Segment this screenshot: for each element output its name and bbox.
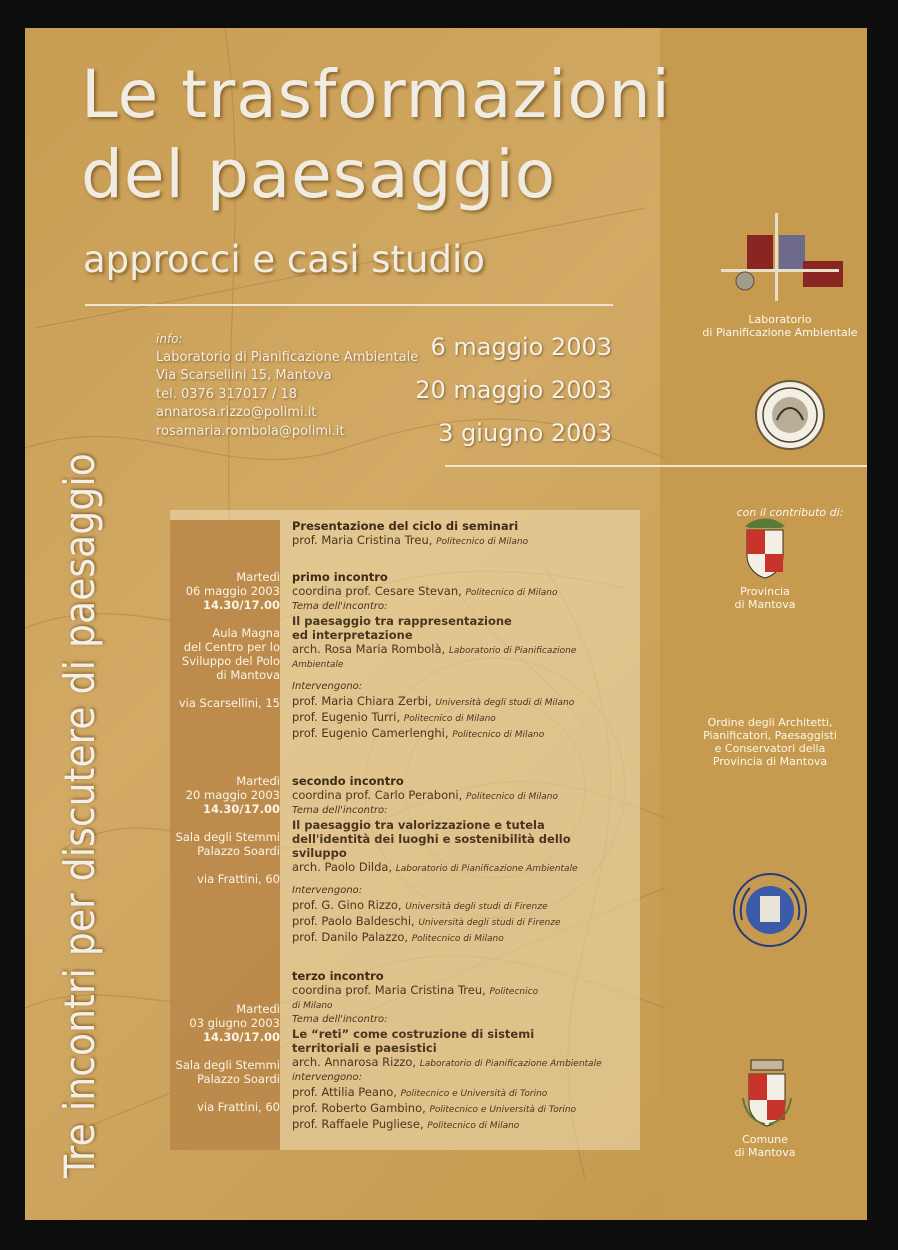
tema: ed interpretazione	[292, 628, 413, 642]
info-email[interactable]: rosamaria.rombola@polimi.it	[156, 423, 345, 439]
lpa-logo	[715, 213, 855, 303]
speaker-affil: Politecnico di Milano	[427, 1121, 520, 1131]
date-2: 20 maggio 2003	[415, 376, 612, 404]
date: 06 maggio 2003	[185, 584, 280, 598]
weekday: Martedì	[236, 570, 280, 584]
provincia-line: di Mantova	[734, 598, 796, 611]
ordine-line: Provincia di Mantova	[712, 755, 828, 768]
vertical-tagline: Tre incontri per discutere di paesaggio	[55, 453, 104, 1178]
hours: 14.30/17.00	[203, 802, 280, 816]
provincia-caption	[705, 585, 825, 611]
date: 03 giugno 2003	[189, 1016, 280, 1030]
politecnico-seal-icon	[755, 380, 825, 450]
venue: Sala degli Stemmi	[175, 1058, 280, 1072]
tema: Il paesaggio tra valorizzazione e tutela	[292, 818, 545, 832]
speaker-affil: Università degli studi di Firenze	[418, 918, 561, 928]
date-block-3	[176, 1002, 280, 1114]
comune-caption	[705, 1133, 825, 1159]
lpa-caption-line: Laboratorio	[748, 313, 812, 326]
speaker: prof. Paolo Baldeschi,	[292, 914, 415, 928]
intervengono-label: Intervengono:	[292, 681, 363, 692]
speaker: prof. Maria Chiara Zerbi,	[292, 694, 432, 708]
ordine-line: Ordine degli Architetti,	[707, 716, 833, 729]
speaker: prof. Danilo Palazzo,	[292, 930, 409, 944]
speaker: prof. Eugenio Camerlenghi,	[292, 726, 449, 740]
ordine-line: e Conservatori della	[714, 742, 826, 755]
contrib-label: con il contributo di:	[736, 506, 844, 519]
info-email[interactable]: annarosa.rizzo@polimi.it	[156, 405, 317, 420]
date-block-2	[176, 774, 280, 886]
relatore-affil: Laboratorio di Pianificazione Ambientale	[395, 864, 578, 874]
info-block	[156, 330, 418, 441]
speaker: prof. Attilia Peano,	[292, 1085, 397, 1099]
event-head: primo incontro	[292, 570, 388, 584]
relatore: arch. Paolo Dilda,	[292, 860, 393, 874]
coord-affil: Politecnico di Milano	[465, 588, 558, 598]
speaker-affil: Politecnico e Università di Torino	[400, 1089, 548, 1099]
coord: coordina prof. Maria Cristina Treu,	[292, 983, 486, 997]
ordine-caption	[680, 716, 860, 768]
fondazione-logo-icon	[728, 868, 812, 952]
event-head: terzo incontro	[292, 969, 384, 983]
comune-crest-icon	[741, 1058, 793, 1128]
lpa-caption	[690, 313, 867, 339]
relatore-affil: Laboratorio di Pianificazione Ambientale	[419, 1059, 602, 1069]
tema: Le “reti” come costruzione di sistemi	[292, 1027, 535, 1041]
coord: coordina prof. Cesare Stevan,	[292, 584, 462, 598]
tema-label: Tema dell'incontro:	[292, 601, 388, 612]
comune-line: Comune	[742, 1133, 788, 1146]
speaker-affil: Politecnico di Milano	[452, 730, 545, 740]
relatore: arch. Annarosa Rizzo,	[292, 1055, 417, 1069]
ordine-line: Pianificatori, Paesaggisti	[703, 729, 837, 742]
speaker-affil: Università degli studi di Milano	[435, 698, 575, 708]
main-title-line2: del paesaggio	[81, 136, 557, 213]
event-3	[292, 969, 612, 1133]
address: via Frattini, 60	[197, 1100, 280, 1114]
venue: Aula Magna	[212, 626, 280, 640]
tema-label: Tema dell'incontro:	[292, 805, 388, 816]
event-head: secondo incontro	[292, 774, 404, 788]
date-block-1	[179, 570, 280, 710]
info-line: Via Scarsellini 15, Mantova	[156, 368, 332, 383]
tema: dell'identità dei luoghi e sostenibilità dello sviluppo	[292, 832, 571, 860]
speaker-affil: Politecnico e Università di Torino	[429, 1105, 577, 1115]
provincia-line: Provincia	[740, 585, 790, 598]
relatore: arch. Rosa Maria Rombolà,	[292, 642, 446, 656]
tema: Il paesaggio tra rappresentazione	[292, 614, 512, 628]
event-2	[292, 774, 622, 946]
coord: coordina prof. Carlo Peraboni,	[292, 788, 463, 802]
venue: Sala degli Stemmi	[175, 830, 280, 844]
speaker: prof. Eugenio Turri,	[292, 710, 401, 724]
coord-affil: di Milano	[292, 1001, 333, 1011]
dates-divider	[445, 465, 867, 467]
event-dates	[415, 326, 612, 455]
speaker-affil: Politecnico di Milano	[411, 934, 504, 944]
comune-line: di Mantova	[734, 1146, 796, 1159]
venue: Palazzo Soardi	[197, 844, 280, 858]
address: via Scarsellini, 15	[178, 696, 280, 710]
venue: Palazzo Soardi	[197, 1072, 280, 1086]
intro-event	[292, 519, 612, 549]
speaker-affil: Politecnico di Milano	[403, 714, 496, 724]
speaker: prof. G. Gino Rizzo,	[292, 898, 402, 912]
speaker: prof. Roberto Gambino,	[292, 1101, 426, 1115]
weekday: Martedì	[236, 774, 280, 788]
intervengono-label: Intervengono:	[292, 885, 363, 896]
venue: di Mantova	[216, 668, 280, 682]
speaker: prof. Raffaele Pugliese,	[292, 1117, 424, 1131]
intervengono-label: intervengono:	[292, 1072, 362, 1083]
venue: del Centro per lo	[183, 640, 280, 654]
info-label: info:	[156, 332, 183, 346]
info-line: Laboratorio di Pianificazione Ambientale	[156, 349, 419, 365]
intro-person: prof. Maria Cristina Treu,	[292, 533, 433, 547]
intro-title: Presentazione del ciclo di seminari	[292, 519, 519, 533]
coord-affil: Politecnico di Milano	[465, 792, 558, 802]
relatore-affil: Laboratorio di Pianificazione	[448, 646, 577, 656]
address: via Frattini, 60	[197, 872, 280, 886]
tema-label: Tema dell'incontro:	[292, 1014, 388, 1025]
hours: 14.30/17.00	[203, 598, 280, 612]
weekday: Martedì	[236, 1002, 280, 1016]
subtitle: approcci e casi studio	[83, 238, 485, 281]
coord-affil: Politecnico	[489, 987, 539, 997]
tema: territoriali e paesistici	[292, 1041, 437, 1055]
date-3: 3 giugno 2003	[438, 419, 612, 447]
relatore-affil: Ambientale	[292, 660, 344, 670]
venue: Sviluppo del Polo	[181, 654, 280, 668]
speaker-affil: Università degli studi di Firenze	[405, 902, 548, 912]
main-title-line1: Le trasformazioni	[81, 56, 671, 133]
intro-affil: Politecnico di Milano	[436, 537, 529, 547]
hours: 14.30/17.00	[203, 1030, 280, 1044]
title-divider	[85, 304, 613, 306]
lpa-caption-line: di Pianificazione Ambientale	[702, 326, 858, 339]
info-phone: tel. 0376 317017 / 18	[156, 386, 298, 402]
provincia-crest-icon	[737, 516, 793, 580]
event-1	[292, 570, 612, 742]
date-1: 6 maggio 2003	[430, 333, 612, 361]
date: 20 maggio 2003	[185, 788, 280, 802]
